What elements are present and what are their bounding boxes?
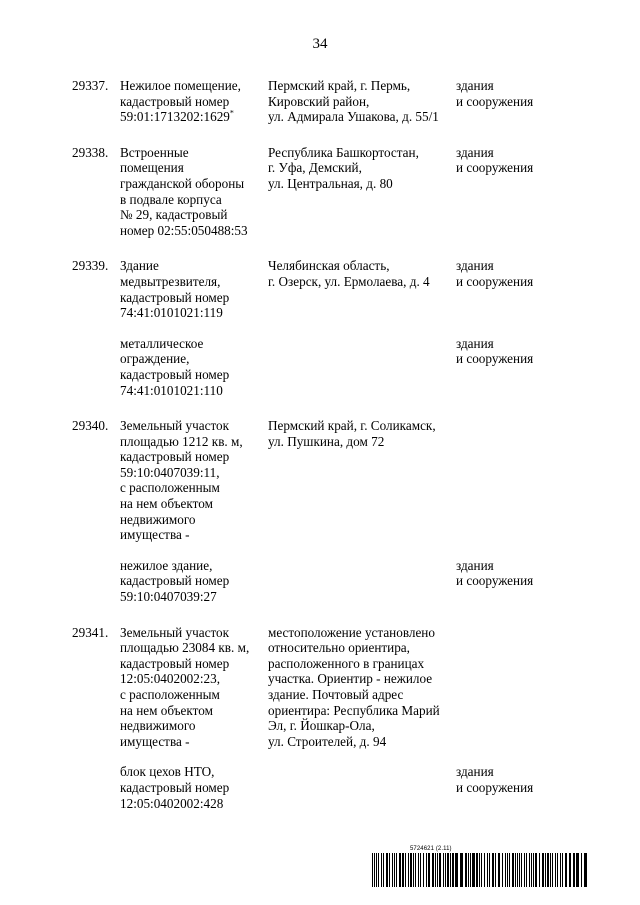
footnote-mark: * <box>229 108 234 118</box>
barcode-bar <box>376 853 377 887</box>
object-name-line: нежилое здание, <box>120 557 213 573</box>
object-address-line: Пермский край, г. Пермь, <box>268 78 411 93</box>
object-type-line: и сооружения <box>456 351 534 367</box>
object-name-line: кадастровый номер <box>120 779 230 795</box>
entry-row <box>72 145 572 239</box>
barcode-bar <box>435 853 436 887</box>
entry-number: 29341. <box>72 624 109 640</box>
barcode-bar <box>394 853 395 887</box>
entry-number: 29340. <box>72 418 109 434</box>
barcode-bar <box>569 853 571 887</box>
barcode-bar <box>468 853 469 887</box>
barcode-bar <box>476 853 478 887</box>
object-name-line: площадью 23084 кв. м, <box>120 640 250 656</box>
barcode-bar <box>502 853 503 887</box>
object-type <box>456 78 572 125</box>
barcode-bar <box>581 853 582 887</box>
object-address-line: г. Озерск, ул. Ермолаева, д. 4 <box>268 273 430 289</box>
barcode-bar <box>374 853 375 887</box>
object-type-line: и сооружения <box>456 779 534 795</box>
object-address-line: ориентира: Республика Марий <box>268 702 440 718</box>
barcode-bar <box>481 853 482 887</box>
barcode-bar <box>470 853 471 887</box>
barcode-bar <box>524 853 525 887</box>
barcode-bar <box>555 853 556 887</box>
object-name-line: Земельный участок <box>120 624 230 640</box>
entry-29337 <box>72 78 572 125</box>
barcode-bar <box>529 853 530 887</box>
barcode-bar <box>512 853 514 887</box>
object-name-line: 12:05:0402002:428 <box>120 795 224 811</box>
barcode-bar <box>460 853 463 887</box>
document-table <box>72 78 572 811</box>
barcode-bar <box>562 853 563 887</box>
object-type <box>456 558 572 605</box>
barcode-bar <box>399 853 401 887</box>
entry-29340 <box>72 418 572 605</box>
object-name-line: кадастровый номер <box>120 449 230 465</box>
object-name-line: Нежилое помещение, <box>120 78 241 93</box>
entry-row <box>72 78 572 125</box>
object-name-line: кадастровый номер <box>120 366 230 382</box>
barcode-bar <box>547 853 549 887</box>
barcode-bar <box>557 853 558 887</box>
barcode-bar <box>443 853 444 887</box>
barcode-bar <box>472 853 475 887</box>
object-name-line: Земельный участок <box>120 418 230 434</box>
object-address-line: участка. Ориентир - нежилое <box>268 671 433 687</box>
barcode-bar <box>479 853 480 887</box>
object-name-line: гражданской обороны <box>120 175 245 191</box>
entry-29339 <box>72 258 572 398</box>
entry-sub-row <box>72 336 572 398</box>
object-name-line: на нем объектом <box>120 496 213 512</box>
barcode-bar <box>413 853 414 887</box>
object-name-line: на нем объектом <box>120 702 213 718</box>
barcode-bar <box>378 853 379 887</box>
object-name <box>120 78 268 125</box>
object-type <box>456 625 572 750</box>
object-address <box>268 764 456 811</box>
object-address-line: Республика Башкортостан, <box>268 144 419 160</box>
barcode-bar <box>415 853 416 887</box>
object-name <box>120 336 268 398</box>
object-address-line: Челябинская область, <box>268 258 390 274</box>
object-name-line: 59:10:0407039:11, <box>120 464 220 480</box>
entry-number <box>72 336 120 398</box>
object-address <box>268 336 456 398</box>
object-name-line: 59:01:1713202:1629* <box>120 108 234 125</box>
object-name-line: кадастровый номер <box>120 655 230 671</box>
object-address-line: относительно ориентира, <box>268 640 410 656</box>
object-name-line: 59:10:0407039:27 <box>120 589 217 605</box>
barcode-bar <box>386 853 388 887</box>
object-address-line: г. Уфа, Демский, <box>268 160 362 176</box>
object-name <box>120 145 268 239</box>
object-name <box>120 764 268 811</box>
object-name-line: кадастровый номер <box>120 93 230 109</box>
barcode-bar <box>465 853 467 887</box>
barcode-bar <box>396 853 397 887</box>
barcode-bar <box>552 853 553 887</box>
object-name <box>120 625 268 750</box>
object-type <box>456 336 572 398</box>
object-address <box>268 258 456 320</box>
object-name-line: блок цехов НТО, <box>120 764 215 780</box>
object-type-line: и сооружения <box>456 93 534 109</box>
object-address-line: ул. Центральная, д. 80 <box>268 175 393 191</box>
barcode-bar <box>539 853 540 887</box>
object-name-line: 12:05:0402002:23, <box>120 671 221 687</box>
object-type-line: здания <box>456 557 494 573</box>
entry-number <box>72 558 120 605</box>
barcode-bar <box>531 853 532 887</box>
barcode-bar <box>584 853 587 887</box>
object-address-line: ул. Адмирала Ушакова, д. 55/1 <box>268 109 439 125</box>
barcode-bar <box>445 853 446 887</box>
barcode-bar <box>495 853 496 887</box>
object-name-line: Встроенные <box>120 144 189 160</box>
barcode-bar <box>517 853 518 887</box>
object-type <box>456 145 572 239</box>
object-name-line: помещения <box>120 160 184 176</box>
object-type <box>456 258 572 320</box>
object-name-line: имущества - <box>120 527 190 543</box>
object-name-line: в подвале корпуса <box>120 191 222 207</box>
barcode-bar <box>447 853 449 887</box>
object-name-line: 74:41:0101021:110 <box>120 382 223 398</box>
object-address <box>268 558 456 605</box>
entry-number: 29337. <box>72 78 109 93</box>
object-address-line: ул. Строителей, д. 94 <box>268 733 387 749</box>
barcode-bar <box>519 853 520 887</box>
object-name-line: площадью 1212 кв. м, <box>120 433 243 449</box>
entry-row <box>72 418 572 543</box>
barcode-bar <box>535 853 537 887</box>
barcode-bar <box>505 853 506 887</box>
barcode-bar <box>492 853 494 887</box>
barcode-bar <box>372 853 373 887</box>
object-name-line: номер 02:55:050488:53 <box>120 222 248 238</box>
object-address-line: Кировский район, <box>268 93 370 109</box>
object-name-line: ограждение, <box>120 351 190 367</box>
barcode-bar <box>426 853 427 887</box>
barcode-bar <box>392 853 393 887</box>
entry-29341 <box>72 625 572 812</box>
barcode-bar <box>560 853 561 887</box>
barcode-bar <box>489 853 490 887</box>
entry-row <box>72 258 572 320</box>
object-name-line: металлическое <box>120 335 204 351</box>
object-address <box>268 78 456 125</box>
barcode-bar <box>550 853 551 887</box>
document-serial: 5724621 (2.11) <box>410 846 452 852</box>
object-address-line: Пермский край, г. Соликамск, <box>268 418 436 434</box>
object-address-line: местоположение установлено <box>268 624 435 640</box>
entry-sub-row <box>72 558 572 605</box>
object-name <box>120 418 268 543</box>
object-type-line: и сооружения <box>456 273 534 289</box>
barcode-bar <box>507 853 508 887</box>
object-address-line: ул. Пушкина, дом 72 <box>268 433 385 449</box>
barcode-bar <box>418 853 419 887</box>
barcode-graphic <box>372 853 590 887</box>
object-type <box>456 418 572 543</box>
barcode-bar <box>565 853 567 887</box>
barcode-bar <box>439 853 441 887</box>
barcode-bar <box>423 853 424 887</box>
object-type-line: здания <box>456 78 494 93</box>
entry-row <box>72 625 572 750</box>
entry-29338 <box>72 145 572 239</box>
barcode-bar <box>521 853 522 887</box>
object-address <box>268 625 456 750</box>
barcode-bar <box>509 853 510 887</box>
object-name-line: Здание <box>120 258 159 274</box>
barcode-bar <box>487 853 488 887</box>
object-address-line: Эл, г. Йошкар-Ола, <box>268 718 375 734</box>
barcode-bar <box>437 853 438 887</box>
object-name-line: имущества - <box>120 733 190 749</box>
object-name-line: с расположенным <box>120 687 220 702</box>
object-type-line: и сооружения <box>456 573 534 589</box>
barcode-bar <box>408 853 409 887</box>
barcode-bar <box>533 853 534 887</box>
object-type-line: здания <box>456 764 494 780</box>
object-name-line: кадастровый номер <box>120 573 230 589</box>
barcode-bar <box>542 853 544 887</box>
object-name <box>120 558 268 605</box>
object-name-line: медвытрезвителя, <box>120 273 221 289</box>
barcode-bar <box>450 853 451 887</box>
barcode-bar <box>420 853 421 887</box>
object-type-line: здания <box>456 258 494 274</box>
barcode-bar <box>515 853 516 887</box>
barcode-bar <box>573 853 575 887</box>
barcode-bar <box>381 853 382 887</box>
barcode-bar <box>383 853 384 887</box>
object-name-line: 74:41:0101021:119 <box>120 305 223 321</box>
barcode-bar <box>452 853 454 887</box>
object-type-line: здания <box>456 144 494 160</box>
object-name-line: № 29, кадастровый <box>120 207 228 223</box>
object-type <box>456 764 572 811</box>
barcode-bar <box>526 853 527 887</box>
barcode-bar <box>405 853 406 887</box>
object-name-line: недвижимого <box>120 718 196 734</box>
object-name <box>120 258 268 320</box>
barcode-bar <box>428 853 430 887</box>
object-address-line: здание. Почтовый адрес <box>268 687 404 702</box>
entry-number <box>72 764 120 811</box>
barcode-bar <box>484 853 485 887</box>
entry-sub-row <box>72 764 572 811</box>
barcode-bar <box>576 853 579 887</box>
object-address-line: расположенного в границах <box>268 655 425 671</box>
barcode-bar <box>410 853 412 887</box>
object-name-line: с расположенным <box>120 480 220 496</box>
barcode-bar <box>498 853 500 887</box>
object-type-line: здания <box>456 335 494 351</box>
barcode-bar <box>402 853 404 887</box>
object-type-line: и сооружения <box>456 160 534 176</box>
barcode-bar <box>455 853 458 887</box>
object-name-line: недвижимого <box>120 511 196 527</box>
page-number: 34 <box>312 36 328 52</box>
object-name-line: кадастровый номер <box>120 289 230 305</box>
entry-number: 29339. <box>72 258 109 274</box>
object-address <box>268 418 456 543</box>
barcode-bar <box>389 853 390 887</box>
entry-number: 29338. <box>72 144 109 160</box>
barcode-bar <box>432 853 434 887</box>
barcode-bar <box>545 853 546 887</box>
object-address <box>268 145 456 239</box>
